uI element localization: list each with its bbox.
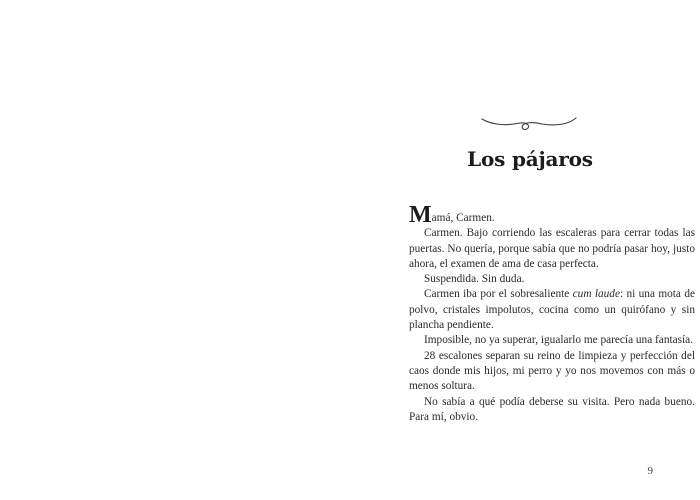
drop-cap: M — [409, 202, 432, 228]
paragraph: No sabía a qué podía deberse su visita. Pero nada bueno. Para mí, obvio. — [409, 395, 695, 423]
paragraph: Imposible, no ya superar, igualarlo me parecía una fantasía. — [424, 334, 693, 347]
page-number: 9 — [647, 465, 653, 477]
paragraph — [409, 287, 695, 333]
swirl-divider-icon — [480, 113, 578, 135]
paragraph — [409, 202, 695, 228]
right-page — [350, 0, 700, 500]
chapter-body — [409, 202, 695, 425]
paragraph: Carmen. Bajo corriendo las escaleras para cerrar todas las puertas. No quería, porque sabía que no podría pasar hoy, justo ahora, el examen de ama de casa perfecta. — [409, 227, 695, 270]
italic-phrase: cum laude — [572, 288, 620, 301]
paragraph: 28 escalones separan su reino de limpieza y perfección del caos donde mis hijos, mi perro y yo nos movemos con más o menos soltura. — [409, 349, 695, 393]
chapter-title: Los pájaros — [467, 147, 593, 171]
paragraph-text: Carmen iba por el sobresaliente — [424, 288, 573, 301]
paragraph-text: amá, Carmen. — [431, 212, 495, 224]
paragraph-text: : ni una mota de polvo, cristales impolutos, cocina como un quirófano y sin plancha pendiente. — [409, 288, 695, 332]
paragraph: Suspendida. Sin duda. — [424, 273, 525, 286]
